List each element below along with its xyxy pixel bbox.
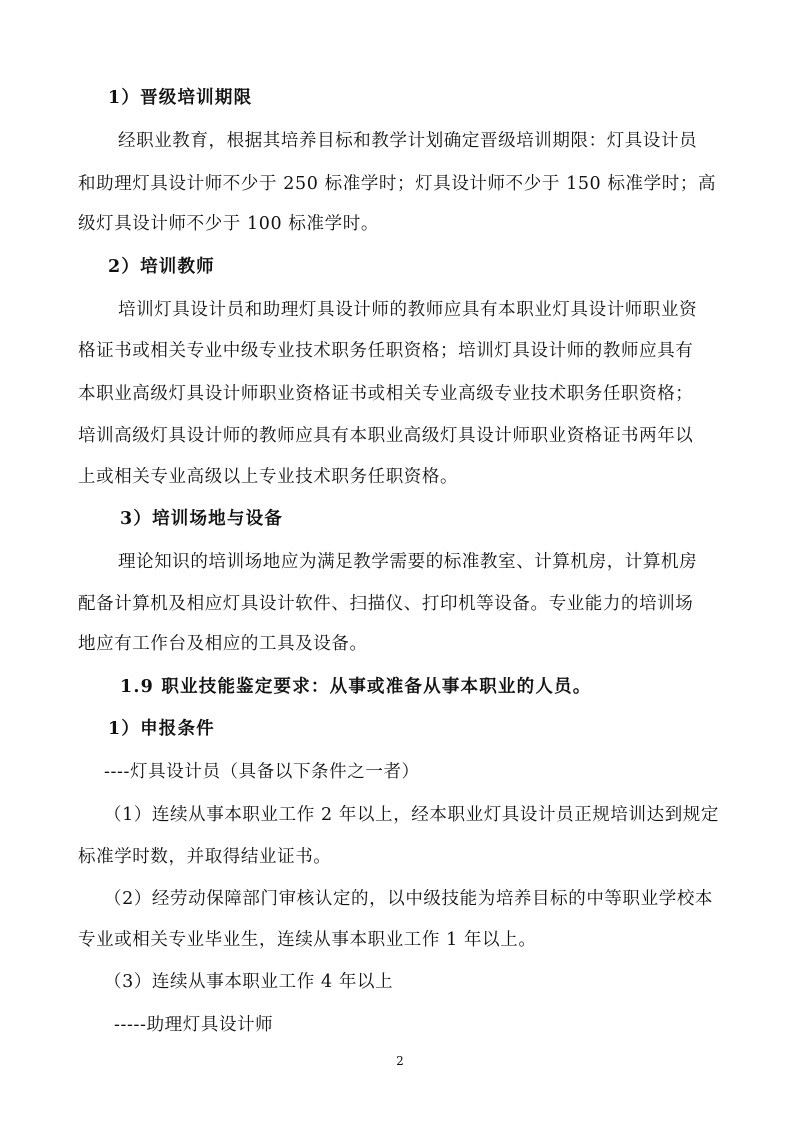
paragraph-line: 理论知识的培训场地应为满足教学需要的标准教室、计算机房，计算机房 — [118, 552, 698, 572]
heading-training-venue: 3）培训场地与设备 — [120, 509, 283, 529]
paragraph-line: 上或相关专业高级以上专业技术职务任职资格。 — [78, 467, 459, 487]
condition-item-continued: 标准学时数，并取得结业证书。 — [78, 847, 332, 867]
condition-item: （3）连续从事本职业工作 4 年以上 — [104, 972, 394, 992]
condition-item: （1）连续从事本职业工作 2 年以上，经本职业灯具设计员正规培训达到规定 — [104, 805, 719, 825]
paragraph-line: 培训高级灯具设计师的教师应具有本职业高级灯具设计师职业资格证书两年以 — [78, 426, 694, 446]
designer-group-label: ----灯具设计员（具备以下条件之一者） — [104, 762, 420, 782]
heading-training-teachers: 2）培训教师 — [108, 257, 215, 277]
paragraph-line: 地应有工作台及相应的工具及设备。 — [78, 634, 368, 654]
heading-training-period: 1）晋级培训期限 — [108, 88, 253, 108]
paragraph-line: 培训灯具设计员和助理灯具设计师的教师应具有本职业灯具设计师职业资 — [118, 300, 698, 320]
condition-item-continued: 专业或相关专业毕业生，连续从事本职业工作 1 年以上。 — [78, 930, 537, 950]
paragraph-line: 格证书或相关专业中级专业技术职务任职资格；培训灯具设计师的教师应具有 — [78, 341, 694, 361]
page-number: 2 — [396, 1054, 404, 1068]
paragraph-line: 本职业高级灯具设计师职业资格证书或相关专业高级专业技术职务任职资格； — [78, 384, 694, 404]
heading-appraisal-requirements: 1.9 职业技能鉴定要求：从事或准备从事本职业的人员。 — [120, 677, 592, 697]
heading-application-conditions: 1）申报条件 — [108, 719, 215, 739]
paragraph-line: 经职业教育，根据其培养目标和教学计划确定晋级培训期限：灯具设计员 — [118, 131, 698, 151]
paragraph-line: 级灯具设计师不少于 100 标准学时。 — [78, 214, 379, 234]
condition-item: （2）经劳动保障部门审核认定的，以中级技能为培养目标的中等职业学校本 — [104, 889, 714, 909]
paragraph-line: 和助理灯具设计师不少于 250 标准学时；灯具设计师不少于 150 标准学时；高 — [78, 174, 717, 194]
paragraph-line: 配备计算机及相应灯具设计软件、扫描仪、打印机等设备。专业能力的培训场 — [78, 594, 694, 614]
assistant-group-label: -----助理灯具设计师 — [114, 1015, 274, 1035]
